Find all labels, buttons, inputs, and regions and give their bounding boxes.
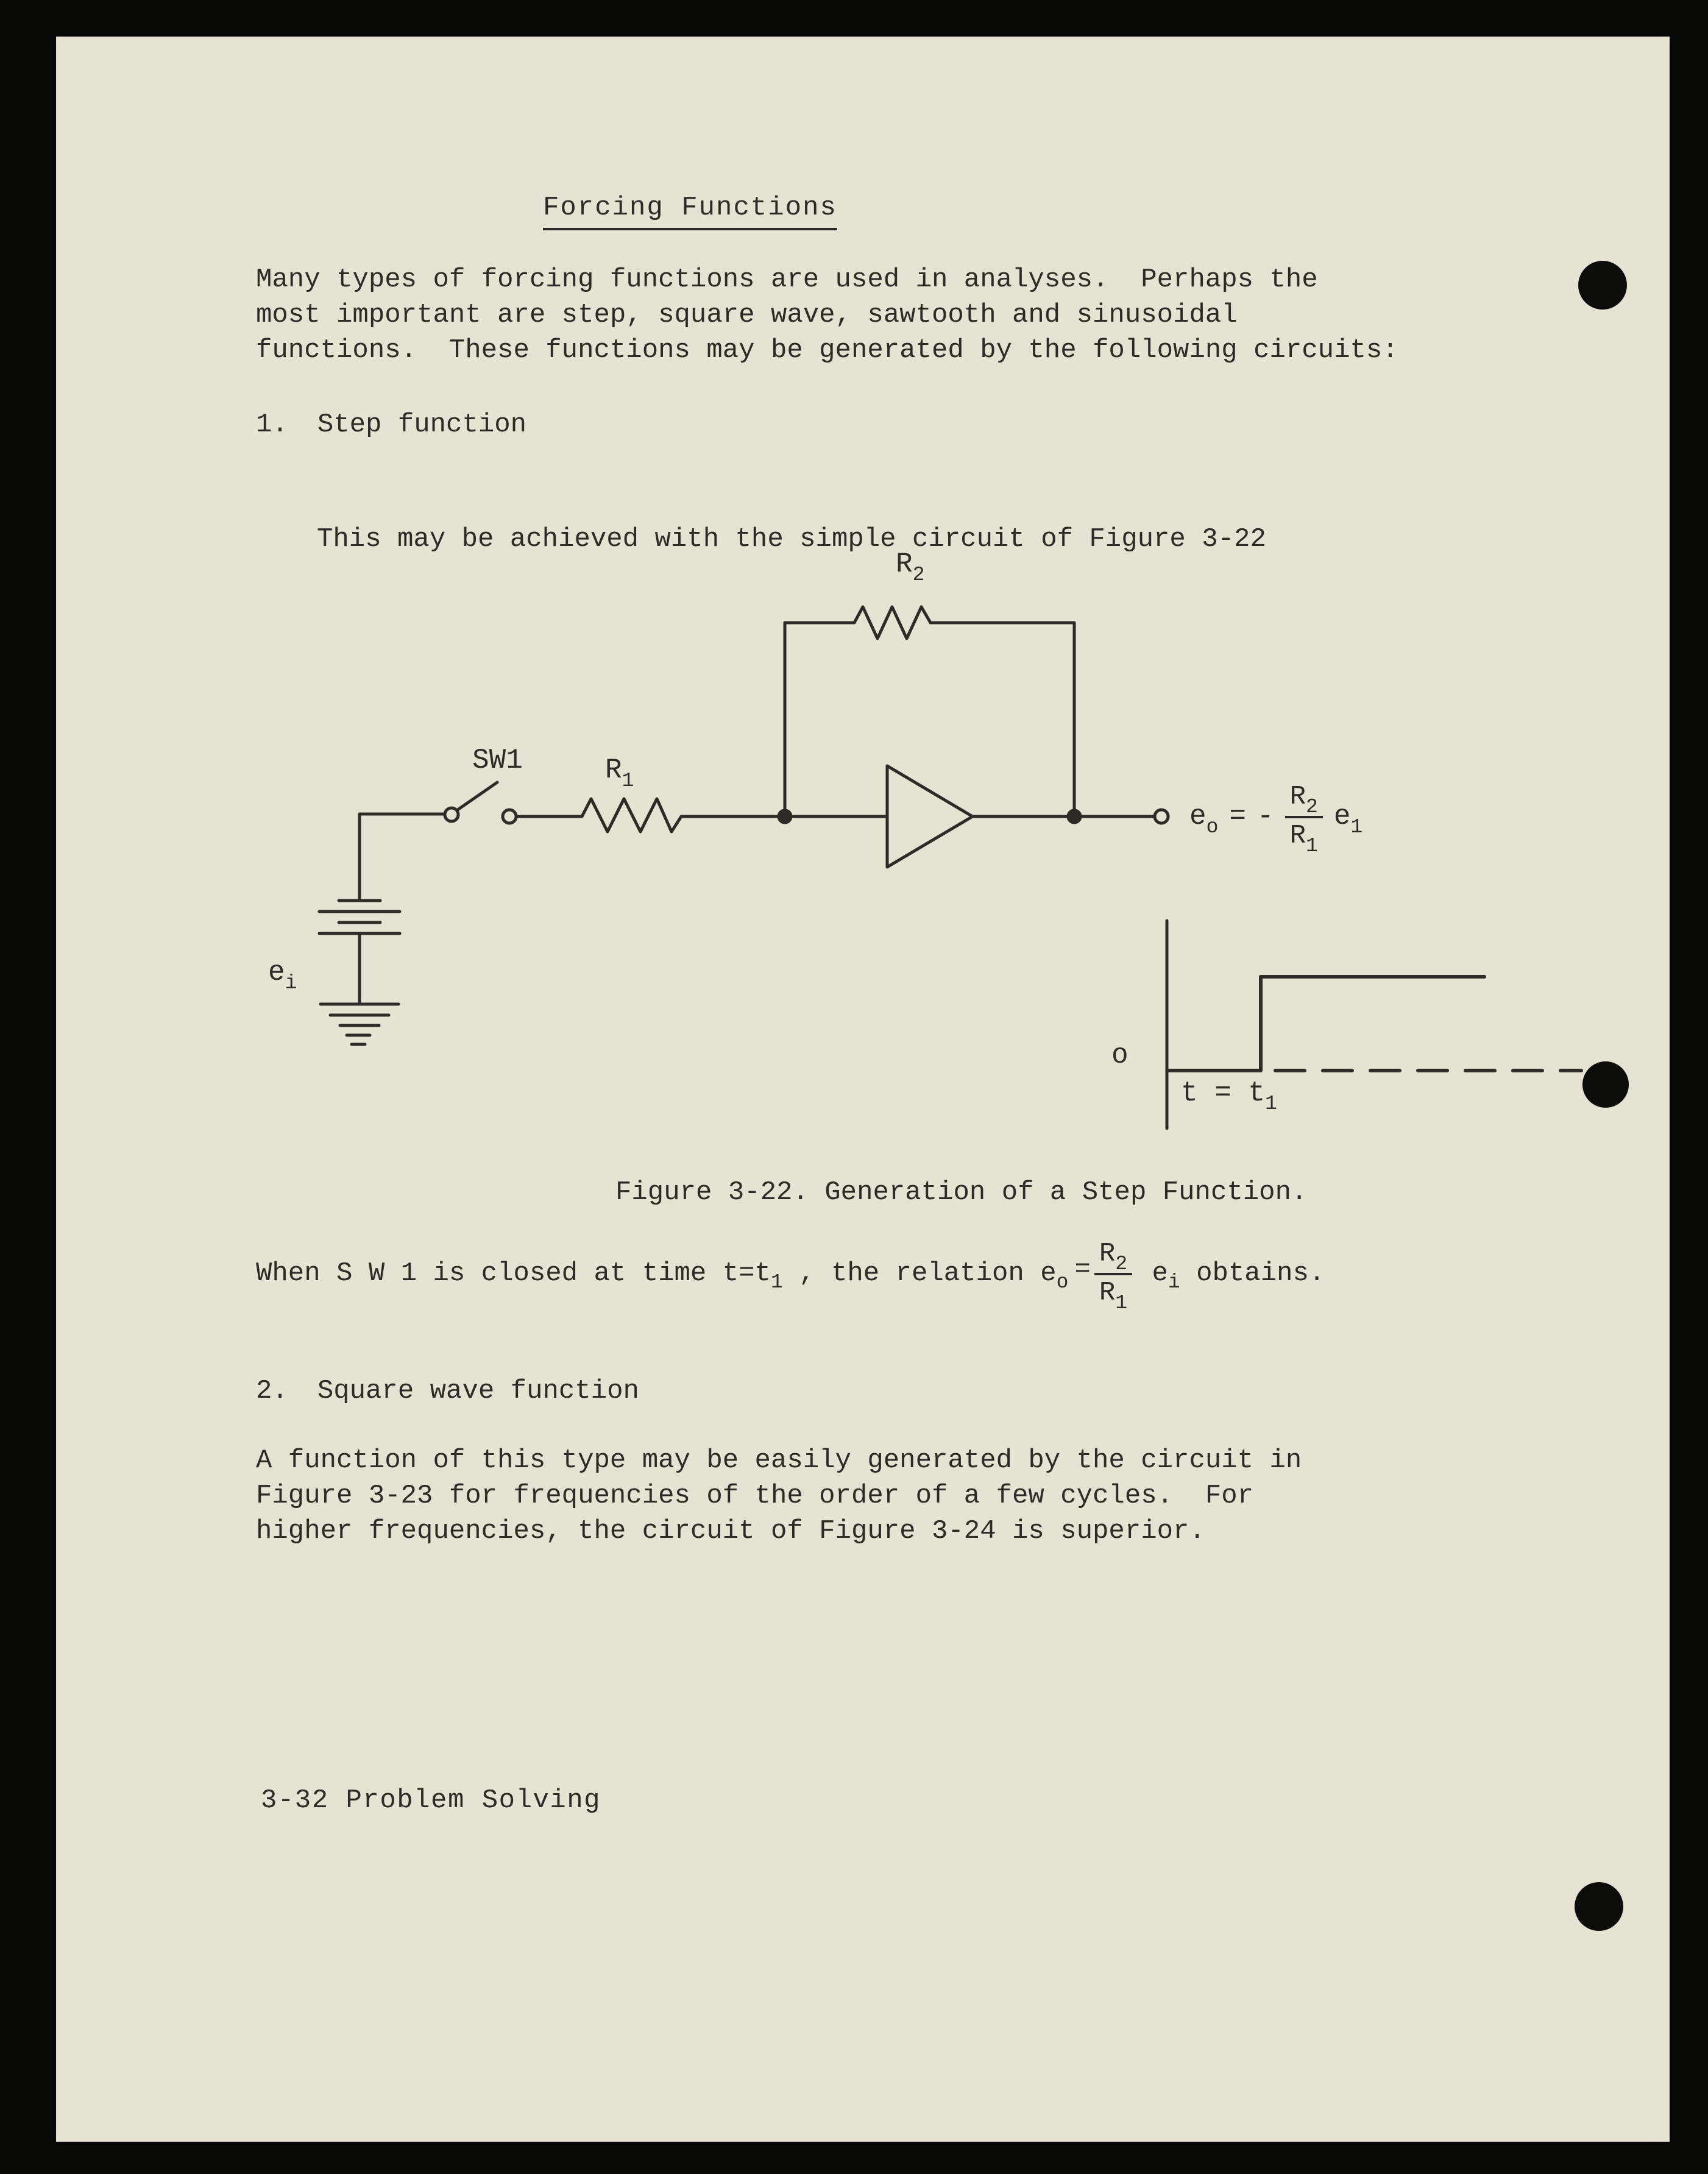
paragraph-line: higher frequencies, the circuit of Figure 3-24 is superior. — [256, 1516, 1205, 1546]
resistor-r1 — [582, 799, 681, 832]
paragraph-line: Many types of forcing functions are used in analyses. Perhaps the — [256, 264, 1318, 295]
step-waveform — [1168, 977, 1484, 1071]
paragraph-line: most important are step, square wave, sawtooth and sinusoidal — [256, 300, 1238, 330]
relation-sub: i — [1168, 1270, 1180, 1294]
eq-fraction — [1285, 781, 1323, 857]
item-1-body: This may be achieved with the simple circuit of Figure 3-22 — [317, 524, 1266, 554]
square-wave-paragraph — [256, 1443, 1302, 1549]
relation-sub: 1 — [770, 1270, 783, 1294]
output-terminal — [1155, 810, 1168, 823]
eq-eo: $e_o$ — [1189, 801, 1219, 838]
graph-time-label: $t = t_1$ — [1181, 1077, 1277, 1115]
relation-text: When S W 1 is closed at time t=t — [256, 1258, 771, 1289]
paragraph-line: Figure 3-23 for frequencies of the order of a few cycles. For — [256, 1481, 1254, 1511]
list-item-label: Step function — [317, 409, 527, 440]
resistor-r1-label: $R_1$ — [605, 754, 634, 792]
list-item-number: 1. — [256, 409, 288, 440]
relation-text: obtains. — [1180, 1258, 1325, 1289]
feedback-wire-left — [785, 623, 854, 816]
relation-equals: = — [1074, 1255, 1091, 1285]
relation-text: , the relation e — [782, 1258, 1057, 1289]
switch-contact-right — [503, 810, 516, 823]
paragraph-line: functions. These functions may be generated by the following circuits: — [256, 335, 1398, 366]
feedback-wire-right — [930, 623, 1074, 816]
input-wire — [360, 814, 444, 901]
battery-ei-label: $e_i$ — [268, 957, 297, 994]
relation-text: e — [1136, 1258, 1168, 1289]
relation-fraction — [1094, 1238, 1132, 1314]
eq-minus: - — [1257, 801, 1274, 832]
list-item-number: 2. — [256, 1376, 288, 1406]
paragraph-line: A function of this type may be easily generated by the circuit in — [256, 1445, 1302, 1476]
junction-dot-output — [1068, 810, 1080, 823]
eq-equals: = — [1229, 801, 1247, 832]
opamp-triangle — [887, 766, 973, 867]
resistor-r2 — [854, 607, 930, 639]
relation-sentence — [256, 1220, 1325, 1327]
list-item-label: Square wave function — [317, 1376, 639, 1406]
eq-e1: $e_1$ — [1333, 801, 1363, 838]
eq-denominator: $R_1$ — [1289, 821, 1318, 857]
figure-caption: Figure 3-22. Generation of a Step Function. — [615, 1177, 1308, 1208]
list-item-2 — [256, 1376, 639, 1406]
eq-numerator: $R_2$ — [1285, 783, 1323, 818]
switch-label: SW1 — [472, 745, 523, 776]
relation-sub: o — [1056, 1270, 1069, 1294]
page-title: Forcing Functions — [543, 193, 837, 230]
graph-origin-label: o — [1111, 1039, 1129, 1071]
relation-denominator: $R_1$ — [1099, 1278, 1128, 1314]
resistor-r2-label: $R_2$ — [896, 548, 925, 586]
switch-arm — [458, 782, 497, 810]
relation-numerator: $R_2$ — [1094, 1240, 1132, 1275]
gain-equation — [1189, 767, 1363, 866]
page-footer: 3-32 Problem Solving — [261, 1785, 601, 1816]
